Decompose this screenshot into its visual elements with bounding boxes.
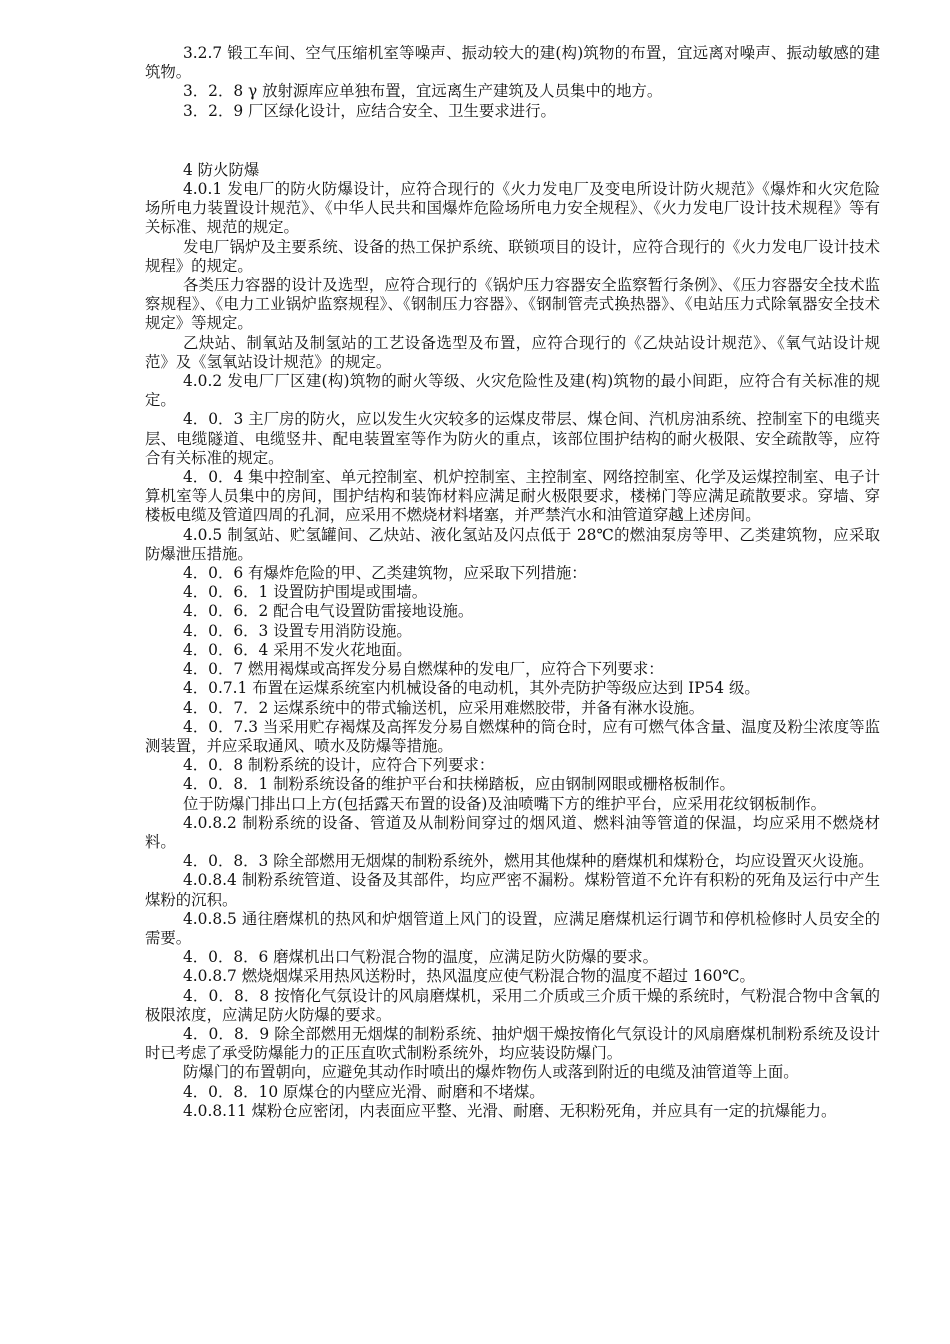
paragraph: 4．0．6．1 设置防护围堤或围墙。 <box>183 583 428 602</box>
paragraph: 4．0．6 有爆炸危险的甲、乙类建筑物，应采取下列措施： <box>183 564 587 583</box>
paragraph: 4．0.7.1 布置在运煤系统室内机械设备的电动机，其外壳防护等级应达到 IP54 级。 <box>183 679 760 698</box>
paragraph: 4．0．7．2 运煤系统中的带式输送机，应采用难燃胶带，并备有淋水设施。 <box>183 698 705 717</box>
paragraph: 4.0.8.11 煤粉仓应密闭，内表面应平整、光滑、耐磨、无积粉死角，并应具有一定的抗爆能力。 <box>183 1101 837 1120</box>
paragraph: 4．0．8．1 制粉系统设备的维护平台和扶梯踏板，应由钢制网眼或栅格板制作。 <box>183 775 735 794</box>
paragraph: 4．0．6．4 采用不发火花地面。 <box>183 640 412 659</box>
paragraph: 4．0．8 制粉系统的设计，应符合下列要求： <box>183 756 495 775</box>
paragraph: 4．0．8．8 按惰化气氛设计的风扇磨煤机，采用二介质或三介质干燥的系统时，气粉混合物中含氧的极限浓度，应满足防火防爆的要求。 <box>145 986 880 1024</box>
paragraph: 4．0．7.3 当采用贮存褐煤及高挥发分易自燃煤种的筒仓时，应有可燃气体含量、温度及粉尘浓度等监测装置，并应采取通风、喷水及防爆等措施。 <box>145 717 880 755</box>
section-spacer <box>145 121 880 161</box>
paragraph: 4.0.8.4 制粉系统管道、设备及其部件，均应严密不漏粉。煤粉管道不允许有积粉的死角及运行中产生煤粉的沉积。 <box>145 871 880 909</box>
paragraph: 4．0．6．3 设置专用消防设施。 <box>183 621 412 640</box>
paragraph: 4.0.2 发电厂厂区建(构)筑物的耐火等级、火灾危险性及建(构)筑物的最小间距，应符合有关标准的规定。 <box>145 372 880 410</box>
paragraph: 4.0.5 制氢站、贮氢罐间、乙炔站、液化氢站及闪点低于 28℃的燃油泵房等甲、乙类建筑物，应采取防爆泄压措施。 <box>145 525 880 563</box>
paragraph: 3．2．8 γ 放射源库应单独布置，宜远离生产建筑及人员集中的地方。 <box>183 82 663 101</box>
paragraph: 4.0.1 发电厂的防火防爆设计，应符合现行的《火力发电厂及变电所设计防火规范》《爆炸和火灾危险场所电力装置设计规范》、《中华人民共和国爆炸危险场所电力安全规程》、《火力发电厂设计技术规程》等有关标准、规范的规定。 <box>145 180 880 237</box>
paragraph: 位于防爆门排出口上方(包括露天布置的设备)及油喷嘴下方的维护平台，应采用花纹钢板制作。 <box>183 794 827 813</box>
paragraph: 4．0．3 主厂房的防火，应以发生火灾较多的运煤皮带层、煤仓间、汽机房油系统、控制室下的电缆夹层、电缆隧道、电缆竖井、配电装置室等作为防火的重点，该部位围护结构的耐火极限、安全疏散等，应符合有关标准的规定。 <box>145 410 880 467</box>
paragraph: 3．2．9 厂区绿化设计，应结合安全、卫生要求进行。 <box>183 101 556 120</box>
paragraph: 发电厂锅炉及主要系统、设备的热工保护系统、联锁项目的设计，应符合现行的《火力发电厂设计技术规程》的规定。 <box>145 237 880 275</box>
paragraph: 3.2.7 锻工车间、空气压缩机室等噪声、振动较大的建(构)筑物的布置，宜远离对噪声、振动敏感的建筑物。 <box>145 44 880 82</box>
paragraph: 4．0．4 集中控制室、单元控制室、机炉控制室、主控制室、网络控制室、化学及运煤控制室、电子计算机室等人员集中的房间，围护结构和装饰材料应满足耐火极限要求，楼梯门等应满足疏散要求。穿墙、穿楼板电缆及管道四周的孔洞，应采用不燃烧材料堵塞，并严禁汽水和油管道穿越上述房间。 <box>145 468 880 525</box>
paragraph: 4．0．8．3 除全部燃用无烟煤的制粉系统外，燃用其他煤种的磨煤机和煤粉仓，均应设置灭火设施。 <box>183 852 874 871</box>
paragraph: 4.0.8.5 通往磨煤机的热风和炉烟管道上风门的设置，应满足磨煤机运行调节和停机检修时人员安全的需要。 <box>145 909 880 947</box>
document-page <box>145 44 880 1121</box>
paragraph: 4．0．7 燃用褐煤或高挥发分易自燃煤种的发电厂，应符合下列要求： <box>183 660 664 679</box>
paragraph: 4．0．6．2 配合电气设置防雷接地设施。 <box>183 602 474 621</box>
paragraph: 防爆门的布置朝向，应避免其动作时喷出的爆炸物伤人或落到附近的电缆及油管道等上面。 <box>183 1063 799 1082</box>
paragraph: 乙炔站、制氧站及制氢站的工艺设备选型及布置，应符合现行的《乙炔站设计规范》、《氧气站设计规范》及《氢氧站设计规范》的规定。 <box>145 333 880 371</box>
paragraph: 4．0．8．10 原煤仓的内壁应光滑、耐磨和不堵煤。 <box>183 1082 545 1101</box>
paragraph: 4.0.8.7 燃烧烟煤采用热风送粉时，热风温度应使气粉混合物的温度不超过 160℃。 <box>183 967 755 986</box>
paragraph: 4.0.8.2 制粉系统的设备、管道及从制粉间穿过的烟风道、燃料油等管道的保温，均应采用不燃烧材料。 <box>145 813 880 851</box>
paragraph: 4．0．8．9 除全部燃用无烟煤的制粉系统、抽炉烟干燥按惰化气氛设计的风扇磨煤机制粉系统及设计时已考虑了承受防爆能力的正压直吹式制粉系统外，均应装设防爆门。 <box>145 1024 880 1063</box>
paragraph: 4．0．8．6 磨煤机出口气粉混合物的温度，应满足防火防爆的要求。 <box>183 948 658 967</box>
section-heading: 4 防火防爆 <box>183 160 260 179</box>
paragraph: 各类压力容器的设计及选型，应符合现行的《锅炉压力容器安全监察暂行条例》、《压力容器安全技术监察规程》、《电力工业锅炉监察规程》、《钢制压力容器》、《钢制管壳式换热器》、《电站压力式除氧器安全技术规定》等规定。 <box>145 276 880 333</box>
